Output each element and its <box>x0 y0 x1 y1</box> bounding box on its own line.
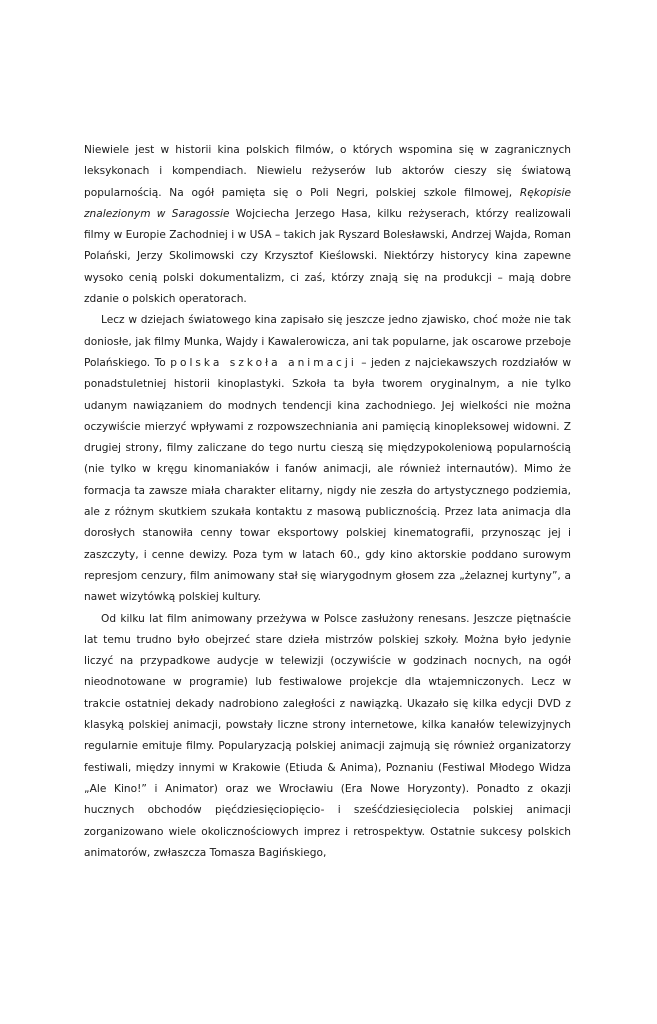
paragraph-3 <box>84 609 571 865</box>
film-title-italic: Rękopisie znalezionym w Saragossie <box>84 186 571 220</box>
paragraph-2-text-b: – jeden z najciekawszych rozdziałów w ponadstuletniej historii kinoplastyki. Szkoła ta była tworem oryginalnym, a nie tylko udanym nawiązaniem do modnych tendencji kina zachodniego. Jej wielkości nie można oczywiście mierzyć wpływami z rozpowszechniania ani pamięcią kinopleksowej widowni. Z drugiej strony, filmy zaliczane do tego nurtu cieszą się międzypokoleniową popularnością (nie tylko w kręgu kinomaniaków i fanów animacji, ale również internautów). Mimo że formacja ta zawsze miała charakter elitarny, nigdy nie zeszła do artystycznego podziemia, ale z różnym skutkiem szukała kontaktu z masową publicznością. Przez lata animacja dla dorosłych stanowiła cenny towar eksportowy polskiej kinematografii, przynosząc jej i zaszczyty, i cenne dewizy. Poza tym w latach 60., gdy kino aktorskie poddano surowym represjom cenzury, film animowany stał się wiarygodnym głosem zza „żelaznej kurtyny”, a nawet wizytówką polskiej kultury. <box>84 356 571 604</box>
paragraph-1-text-b: Wojciecha Jerzego Hasa, kilku reżyserach, którzy realizowali filmy w Europie Zachodniej i w USA – takich jak Ryszard Bolesławski, Andrzej Wajda, Roman Polański, Jerzy Skolimowski czy Krzysztof Kieślowski. Niektórzy historycy kina zapewne wysoko cenią polski dokumentalizm, ci zaś, którzy znają się na produkcji – mają dobre zdanie o polskich operatorach. <box>84 207 571 306</box>
paragraph-2-text-a: Lecz w dziejach światowego kina zapisało się jeszcze jedno zjawisko, choć może nie tak doniosłe, jak filmy Munka, Wajdy i Kawalerowicza, ani tak popularne, jak oscarowe przeboje Polańskiego. To <box>84 314 571 369</box>
paragraph-2 <box>84 310 571 608</box>
paragraph-1 <box>84 140 571 310</box>
paragraph-1-text-a: Niewiele jest w historii kina polskich filmów, o których wspomina się w zagranicznych leksykonach i kompendiach. Niewielu reżyserów lub aktorów cieszy się światową popularnością. Na ogół pamięta się o Poli Negri, polskiej szkole filmowej, <box>84 144 571 199</box>
paragraph-3-text: Od kilku lat film animowany przeżywa w Polsce zasłużony renesans. Jeszcze piętnaście lat temu trudno było obejrzeć stare dzieła mistrzów polskiej szkoły. Można było jedynie liczyć na przypadkowe audycje w telewizji (oczywiście w godzinach nocnych, na ogół nieodnotowane w programie) lub festiwalowe projekcje dla wtajemniczonych. Lecz w trakcie ostatniej dekady nadrobiono zaległości z nawiązką. Ukazało się kilka edycji DVD z klasyką polskiej animacji, powstały liczne strony internetowe, kilka kanałów telewizyjnych regularnie emituje filmy. Popularyzacją polskiej animacji zajmują się również organizatorzy festiwali, między innymi w Krakowie (Etiuda & Anima), Poznaniu (Festiwal Młodego Widza „Ale Kino!” i Animator) oraz we Wrocławiu (Era Nowe Horyzonty). Ponadto z okazji hucznych obchodów pięćdziesięciopięcio- i sześćdziesięciolecia polskiej animacji zorganizowano wiele okolicznościowych imprez i retrospektyw. Ostatnie sukcesy polskich animatorów, zwłaszcza Tomasza Bagińskiego, <box>84 612 571 859</box>
body-text <box>84 140 571 864</box>
spaced-term: polska szkoła animacji <box>170 356 357 369</box>
